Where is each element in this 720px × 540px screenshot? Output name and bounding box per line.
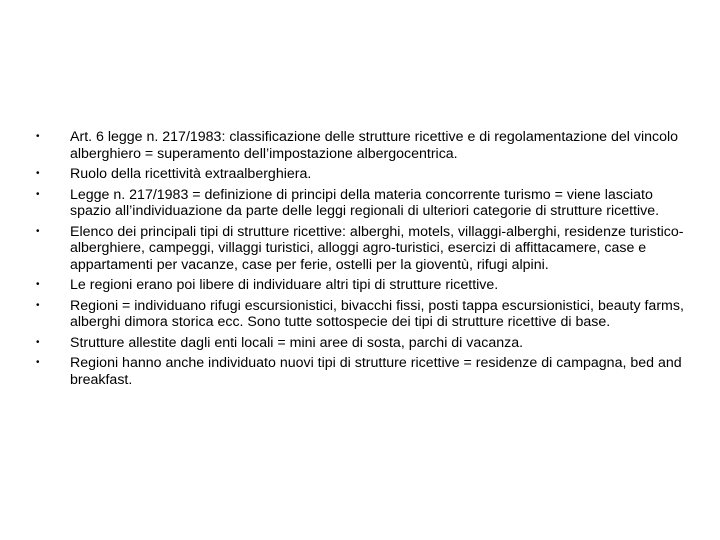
- bullet-dot-icon: •: [36, 188, 40, 200]
- bullet-text: Legge n. 217/1983 = definizione di principi della materia concorrente turismo = viene lasciato spazio all’individuazione da parte delle leggi regionali di ulteriori categorie di strutture ricettive.: [70, 186, 660, 219]
- bullet-item: [36, 187, 686, 220]
- bullet-item: [36, 298, 686, 331]
- bullet-item: [36, 166, 686, 183]
- bullet-item: [36, 335, 686, 352]
- bullet-text: Ruolo della ricettività extraalberghiera.: [70, 166, 312, 182]
- bullet-dot-icon: •: [36, 131, 40, 142]
- bullet-dot-icon: •: [36, 168, 40, 179]
- bullet-text: Art. 6 legge n. 217/1983: classificazione delle strutture ricettive e di regolamentazione del vincolo alberghiero = superamento dell’impostazione albergocentrica.: [70, 129, 679, 162]
- bullet-text: Le regioni erano poi libere di individuare altri tipi di strutture ricettive.: [70, 277, 499, 293]
- bullet-text: Elenco dei principali tipi di strutture ricettive: alberghi, motels, villaggi-alberghi, residenze turistico-alberghiere, campeggi, villaggi turistici, alloggi agro-turistici, esercizi di affittacamere, case e appartamenti per vacanze, case per ferie, ostelli per la gioventù, rifugi alpini.: [70, 223, 684, 273]
- bullet-dot-icon: •: [36, 357, 40, 368]
- bullet-item: [36, 277, 686, 294]
- bullet-dot-icon: •: [36, 279, 40, 290]
- bullet-text: Regioni = individuano rifugi escursionistici, bivacchi fissi, posti tappa escursionistici, beauty farms, alberghi dimora storica ecc. Sono tutte sottospecie dei tipi di strutture ricettive di base.: [70, 297, 684, 330]
- bullet-dot-icon: •: [36, 299, 40, 311]
- bullet-item: [36, 129, 686, 162]
- bullet-item: [36, 224, 686, 274]
- bullet-text: Strutture allestite dagli enti locali = mini aree di sosta, parchi di vacanza.: [70, 334, 524, 351]
- bullet-dot-icon: •: [36, 225, 40, 237]
- bullet-list: [36, 129, 686, 392]
- bullet-item: [36, 355, 686, 388]
- bullet-text: Regioni hanno anche individuato nuovi tipi di strutture ricettive = residenze di campagna, bed and breakfast.: [70, 355, 682, 388]
- bullet-dot-icon: •: [36, 336, 40, 348]
